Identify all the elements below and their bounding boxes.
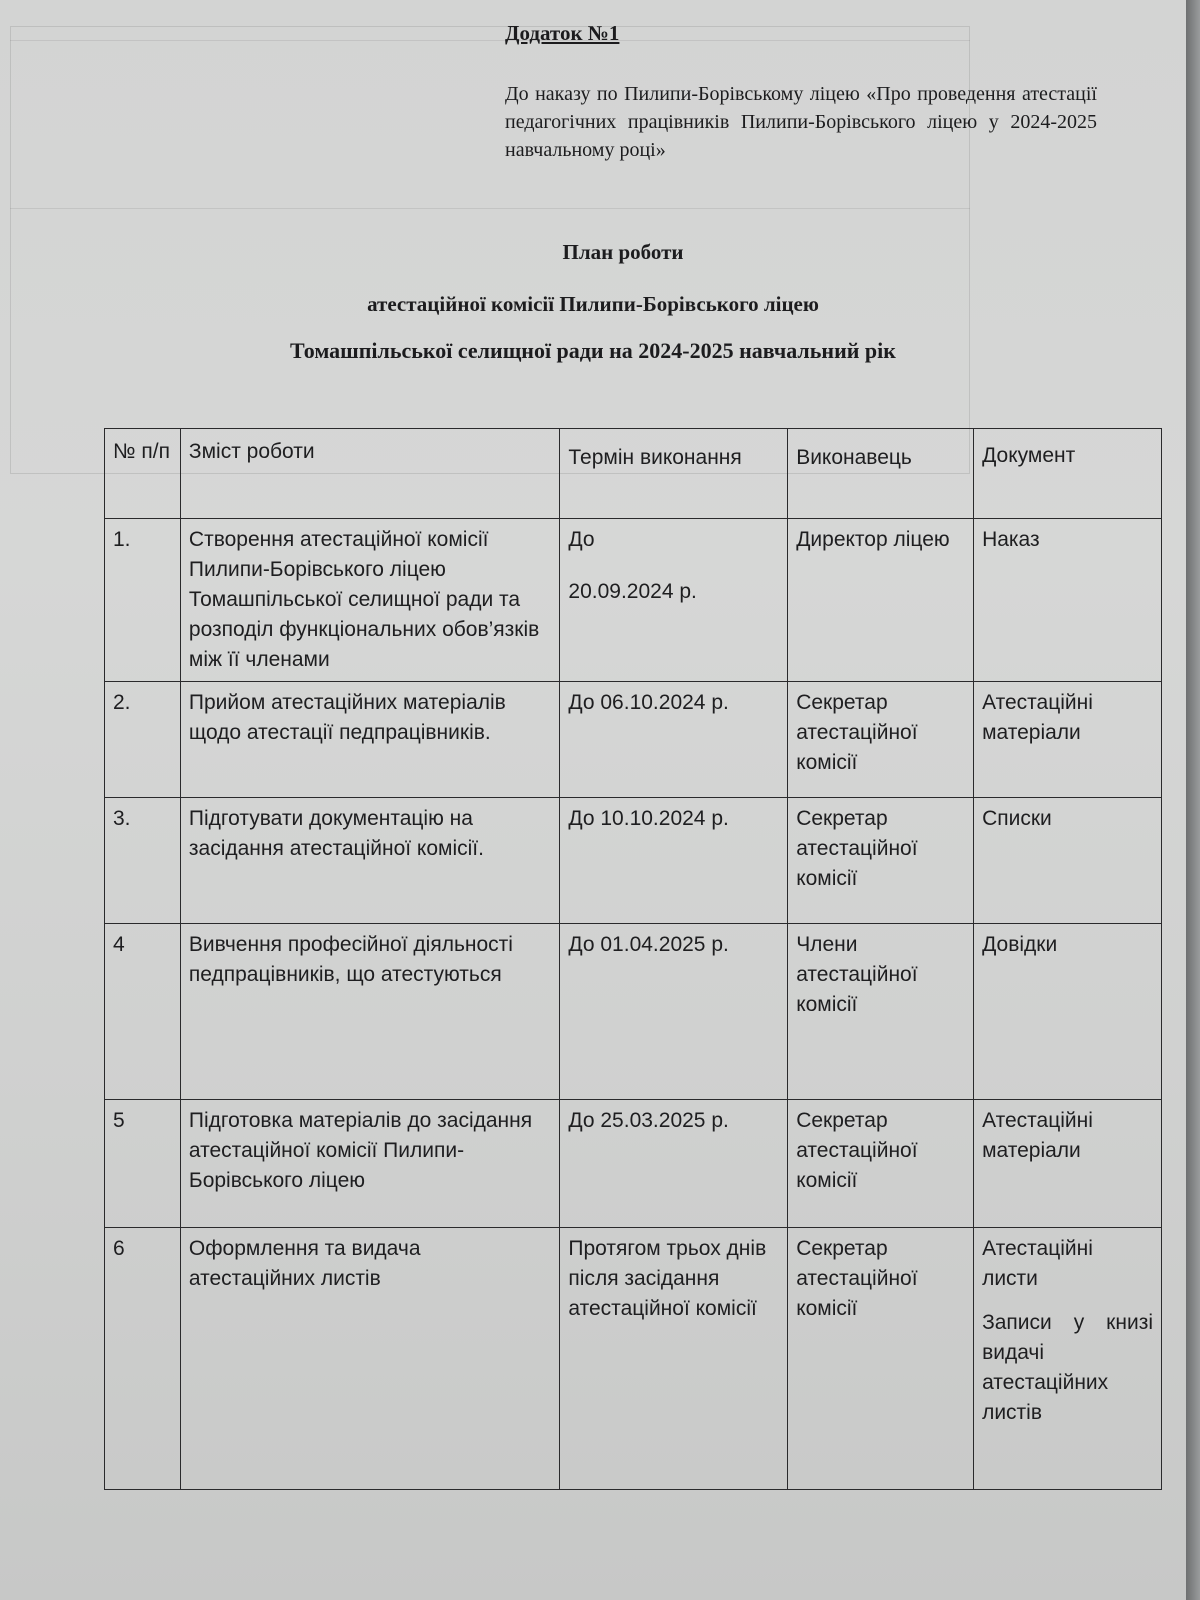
table-row (105, 519, 1162, 682)
table-row (105, 1100, 1162, 1228)
table-row (105, 682, 1162, 798)
bleed-through-line (10, 40, 970, 41)
row-executor: Секретар атестаційної комісії (788, 798, 974, 924)
row-deadline-date: 20.09.2024 р. (568, 580, 697, 603)
row-content: Створення атестаційної комісії Пилипи-Борівського ліцею Томашпільської селищної ради та розподіл функціональних обов’язків між її членами (180, 519, 560, 682)
row-executor: Секретар атестаційної комісії (788, 1228, 974, 1490)
row-number: 6 (105, 1228, 181, 1490)
page-edge-shadow (1186, 0, 1200, 1600)
row-number: 2. (105, 682, 181, 798)
row-number: 5 (105, 1100, 181, 1228)
row-content: Вивчення професійної діяльності педпрацівників, що атестуються (180, 924, 560, 1100)
row-document (974, 1228, 1162, 1490)
annex-label: Додаток №1 (505, 21, 620, 45)
table-row (105, 798, 1162, 924)
row-content: Підготовка матеріалів до засідання атестаційної комісії Пилипи-Борівського ліцею (180, 1100, 560, 1228)
row-content: Прийом атестаційних матеріалів щодо атестації педпрацівників. (180, 682, 560, 798)
bleed-through-line (10, 208, 970, 209)
table-row (105, 1228, 1162, 1490)
row-deadline: До 10.10.2024 р. (560, 798, 788, 924)
column-header-executor: Виконавець (788, 429, 974, 519)
row-executor: Директор ліцею (788, 519, 974, 682)
row-document: Довідки (974, 924, 1162, 1100)
column-header-document: Документ (974, 429, 1162, 519)
plan-subtitle-commission: атестаційної комісії Пилипи-Борівського ліцею (367, 292, 819, 316)
row-content: Підготувати документацію на засідання атестаційної комісії. (180, 798, 560, 924)
row-executor: Секретар атестаційної комісії (788, 1100, 974, 1228)
table-row (105, 924, 1162, 1100)
table-header-row (105, 429, 1162, 519)
row-document-records: Записи у книзі видачі атестаційних листів (982, 1311, 1153, 1424)
row-deadline: Протягом трьох днів після засідання атестаційної комісії (560, 1228, 788, 1490)
column-header-deadline: Термін виконання (560, 429, 788, 519)
order-reference: До наказу по Пилипи-Борівському ліцею «Про проведення атестації педагогічних працівників Пилипи-Борівського ліцею у 2024-2025 навчальному році» (505, 83, 1097, 161)
column-header-number: № п/п (105, 429, 181, 519)
row-executor: Секретар атестаційної комісії (788, 682, 974, 798)
row-deadline: До 06.10.2024 р. (560, 682, 788, 798)
plan-title: План роботи (562, 240, 684, 264)
row-document: Атестаційні матеріали (974, 682, 1162, 798)
row-document: Наказ (974, 519, 1162, 682)
row-document-sheets: Атестаційні листи (982, 1237, 1093, 1290)
row-number: 1. (105, 519, 181, 682)
row-content: Оформлення та видача атестаційних листів (180, 1228, 560, 1490)
row-deadline: До 25.03.2025 р. (560, 1100, 788, 1228)
row-document: Атестаційні матеріали (974, 1100, 1162, 1228)
plan-subtitle-period: Томашпільської селищної ради на 2024-2025 навчальний рік (290, 338, 896, 363)
row-deadline (560, 519, 788, 682)
work-plan-table (104, 428, 1162, 1490)
row-number: 3. (105, 798, 181, 924)
row-deadline-prefix: До (568, 528, 595, 551)
column-header-content: Зміст роботи (180, 429, 560, 519)
row-executor: Члени атестаційної комісії (788, 924, 974, 1100)
row-deadline: До 01.04.2025 р. (560, 924, 788, 1100)
row-number: 4 (105, 924, 181, 1100)
row-document: Списки (974, 798, 1162, 924)
